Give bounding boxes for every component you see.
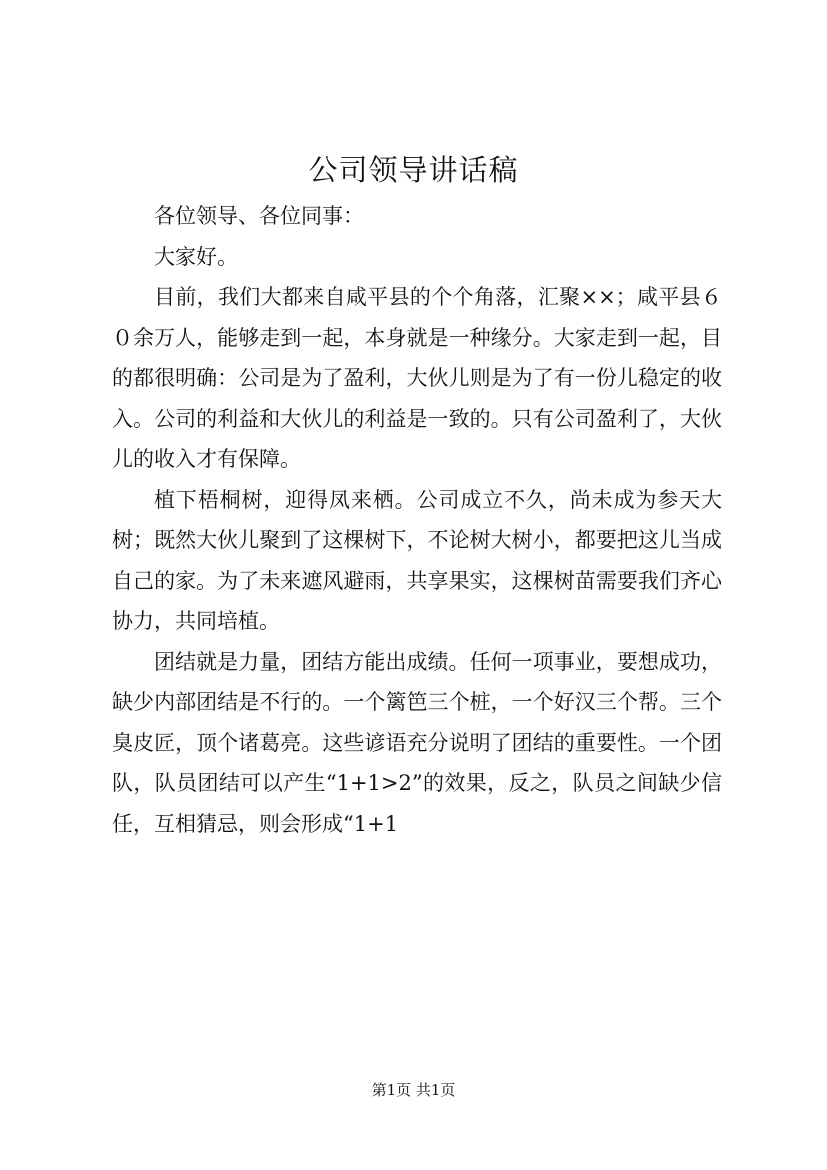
paragraph-3: 团结就是力量，团结方能出成绩。任何一项事业，要想成功，缺少内部团结是不行的。一个篱笆三个桩，一个好汉三个帮。三个臭皮匠，顶个诸葛亮。这些谚语充分说明了团结的重要性。一个团队，队员团结可以产生“1+1>2”的效果，反之，队员之间缺少信任，互相猜忌，则会形成“1+1 <box>112 649 722 836</box>
document-title: 公司领导讲话稿 <box>308 153 519 187</box>
salutation: 各位领导、各位同事： <box>154 204 364 228</box>
document-body <box>112 196 722 844</box>
paragraph-2: 植下梧桐树，迎得凤来栖。公司成立不久，尚未成为参天大树；既然大伙儿聚到了这棵树下，不论树大树小，都要把这儿当成自己的家。为了未来遮风避雨，共享果实，这棵树苗需要我们齐心协力，共同培植。 <box>112 487 722 633</box>
paragraph-1: 目前，我们大都来自咸平县的个个角落，汇聚××；咸平县６０余万人，能够走到一起，本身就是一种缘分。大家走到一起，目的都很明确：公司是为了盈利，大伙儿则是为了有一份儿稳定的收入。公司的利益和大伙儿的利益是一致的。只有公司盈利了，大伙儿的收入才有保障。 <box>112 285 722 471</box>
page-footer: 第1页 共1页 <box>371 1081 456 1099</box>
greeting: 大家好。 <box>154 244 238 269</box>
